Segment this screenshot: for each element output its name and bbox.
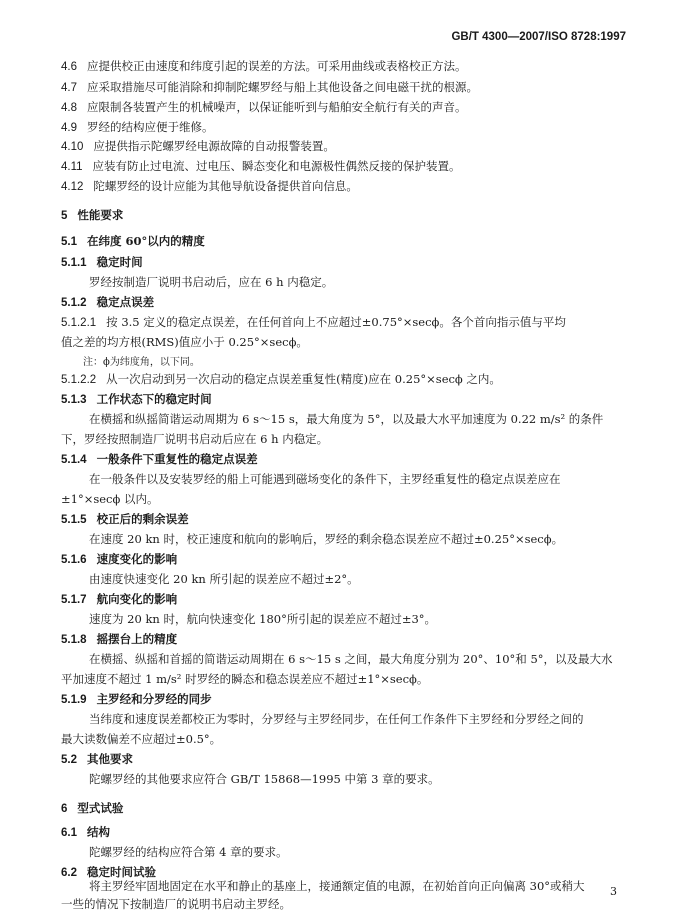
clause-4-9 — [61, 119, 214, 135]
clause-5-1-2-1 — [61, 314, 566, 330]
text-line — [89, 711, 584, 727]
clause-number: 5.2 — [61, 754, 77, 766]
clause-text: 当纬度和速度误差都校正为零时，分罗经与主罗经同步，在任何工作条件下主罗经和分罗经之间的 — [89, 712, 584, 726]
clause-text: 在纬度 60°以内的精度 — [87, 234, 205, 248]
clause-5-1-4 — [61, 451, 258, 467]
text-line — [89, 531, 563, 547]
clause-5-1-3 — [61, 391, 212, 407]
clause-number: 5.1.8 — [61, 634, 87, 646]
clause-5-1-5 — [61, 511, 189, 527]
clause-text: 型式试验 — [77, 801, 124, 815]
clause-5 — [61, 207, 123, 223]
clause-text: 值之差的均方根(RMS)值应小于 0.25°×secϕ。 — [61, 335, 308, 349]
clause-text: 应提供校正由速度和纬度引起的误差的方法。可采用曲线或表格校正方法。 — [87, 59, 467, 73]
clause-4-12 — [61, 178, 358, 194]
clause-number: 6 — [61, 803, 68, 815]
clause-text: 结构 — [87, 825, 110, 839]
clause-6-1 — [61, 824, 110, 840]
clause-text: 从一次启动到另一次启动的稳定点误差重复性(精度)应在 0.25°×secϕ 之内。 — [106, 372, 501, 386]
clause-4-6 — [61, 58, 467, 74]
page-header: GB/T 4300—2007/ISO 8728:1997 — [451, 31, 626, 43]
clause-text: 稳定时间 — [96, 255, 143, 269]
clause-text: 一般条件下重复性的稳定点误差 — [96, 452, 258, 466]
text-line — [89, 844, 288, 860]
clause-text: 在速度 20 kn 时，校正速度和航向的影响后，罗经的剩余稳态误差应不超过±0.25°×secϕ。 — [89, 532, 564, 546]
text-line — [89, 771, 440, 787]
clause-5-1-8 — [61, 631, 177, 647]
text-line — [61, 334, 308, 350]
clause-text: 应提供指示陀螺罗经电源故障的自动报警装置。 — [93, 139, 335, 153]
clause-number: 5.1.5 — [61, 514, 87, 526]
text-line — [89, 471, 561, 487]
clause-text: 校正后的剩余误差 — [96, 512, 189, 526]
text-line — [61, 431, 328, 447]
clause-number: 6.1 — [61, 827, 77, 839]
clause-5-1-2-2 — [61, 371, 501, 387]
text-line — [89, 651, 613, 667]
text-line — [89, 274, 333, 290]
clause-text: 平加速度不超过 1 m/s² 时罗经的瞬态和稳态误差应不超过±1°×secϕ。 — [61, 672, 429, 686]
clause-number: 5 — [61, 210, 68, 222]
clause-text: 最大读数偏差不应超过±0.5°。 — [61, 732, 222, 746]
clause-text: 按 3.5 定义的稳定点误差，在任何首向上不应超过±0.75°×secϕ。各个首向指示值与平均 — [106, 315, 566, 329]
page-number: 3 — [610, 885, 617, 898]
clause-number: 5.1.2.2 — [61, 374, 97, 386]
text-line — [61, 491, 158, 507]
clause-number: 5.1.7 — [61, 594, 87, 606]
clause-text: 罗经的结构应便于维修。 — [87, 120, 214, 134]
clause-text: 主罗经和分罗经的同步 — [96, 692, 212, 706]
clause-number: 4.12 — [61, 181, 84, 193]
text-line — [89, 411, 603, 427]
clause-text: 稳定时间试验 — [87, 865, 156, 879]
clause-text: 陀螺罗经的设计应能为其他导航设备提供首向信息。 — [93, 179, 358, 193]
clause-number: 4.7 — [61, 82, 77, 94]
clause-number: 4.8 — [61, 102, 77, 114]
clause-text: 摇摆台上的精度 — [96, 632, 178, 646]
clause-text: 在横摇和纵摇简谐运动周期为 6 s～15 s，最大角度为 5°，以及最大水平加速度为 0.22 m/s² 的条件 — [89, 412, 604, 426]
text-line — [89, 878, 585, 894]
clause-number: 5.1.3 — [61, 394, 87, 406]
clause-5-2 — [61, 751, 133, 767]
clause-text: 航向变化的影响 — [96, 592, 178, 606]
clause-text: 稳定点误差 — [96, 295, 155, 309]
clause-text: 速度为 20 kn 时，航向快速变化 180°所引起的误差应不超过±3°。 — [89, 612, 437, 626]
clause-text: 性能要求 — [77, 208, 124, 222]
clause-text: 一些的情况下按制造厂的说明书启动主罗经。 — [61, 897, 291, 911]
clause-number: 4.9 — [61, 122, 77, 134]
text-line — [61, 731, 221, 747]
clause-text: 罗经按制造厂说明书启动后，应在 6 h 内稳定。 — [89, 275, 334, 289]
text-line — [61, 671, 428, 687]
clause-5-1-2 — [61, 294, 154, 310]
clause-5-1-9 — [61, 691, 212, 707]
clause-text: 陀螺罗经的其他要求应符合 GB/T 15868—1995 中第 3 章的要求。 — [89, 772, 440, 786]
clause-6 — [61, 800, 123, 816]
clause-5-1-6 — [61, 551, 177, 567]
clause-number: 5.1.9 — [61, 694, 87, 706]
clause-number: 4.10 — [61, 141, 84, 153]
clause-number: 5.1.2.1 — [61, 317, 97, 329]
clause-4-8 — [61, 99, 467, 115]
clause-text: 下，罗经按照制造厂说明书启动后应在 6 h 内稳定。 — [61, 432, 329, 446]
clause-number: 4.6 — [61, 61, 77, 73]
clause-5-1-7 — [61, 591, 177, 607]
clause-number: 5.1 — [61, 236, 77, 248]
clause-text: 注：ϕ为纬度角，以下同。 — [83, 357, 200, 368]
clause-text: 在一般条件以及安装罗经的船上可能遇到磁场变化的条件下，主罗经重复性的稳定点误差应在 — [89, 472, 561, 486]
clause-text: ±1°×secϕ 以内。 — [61, 492, 159, 506]
clause-number: 4.11 — [61, 161, 83, 173]
clause-text: 将主罗经牢固地固定在水平和静止的基座上，接通额定值的电源，在初始首向正向偏离 30°或稍大 — [89, 879, 585, 893]
clause-text: 应限制各装置产生的机械噪声，以保证能听到与船舶安全航行有关的声音。 — [87, 100, 467, 114]
text-line — [89, 611, 436, 627]
text-line — [89, 571, 359, 587]
clause-4-7 — [61, 79, 478, 95]
clause-number: 6.2 — [61, 867, 77, 879]
clause-number: 5.1.1 — [61, 257, 87, 269]
clause-4-10 — [61, 138, 335, 154]
text-line — [61, 896, 291, 912]
clause-5-1 — [61, 233, 205, 249]
clause-text: 工作状态下的稳定时间 — [96, 392, 212, 406]
clause-number: 5.1.4 — [61, 454, 87, 466]
clause-number: 5.1.2 — [61, 297, 87, 309]
clause-text: 速度变化的影响 — [96, 552, 178, 566]
clause-text: 由速度快速变化 20 kn 所引起的误差应不超过±2°。 — [89, 572, 359, 586]
clause-text: 其他要求 — [87, 752, 133, 766]
clause-text: 应采取措施尽可能消除和抑制陀螺罗经与船上其他设备之间电磁干扰的根源。 — [87, 80, 478, 94]
clause-number: 5.1.6 — [61, 554, 87, 566]
clause-text: 在横摇、纵摇和首摇的简谐运动周期在 6 s～15 s 之间，最大角度分别为 20°、10°和 5°，以及最大水 — [89, 652, 613, 666]
clause-5-1-1 — [61, 254, 143, 270]
clause-text: 应装有防止过电流、过电压、瞬态变化和电源极性偶然反接的保护装置。 — [92, 159, 461, 173]
clause-4-11 — [61, 158, 461, 174]
clause-text: 陀螺罗经的结构应符合第 4 章的要求。 — [89, 845, 288, 859]
text-line — [83, 353, 200, 368]
